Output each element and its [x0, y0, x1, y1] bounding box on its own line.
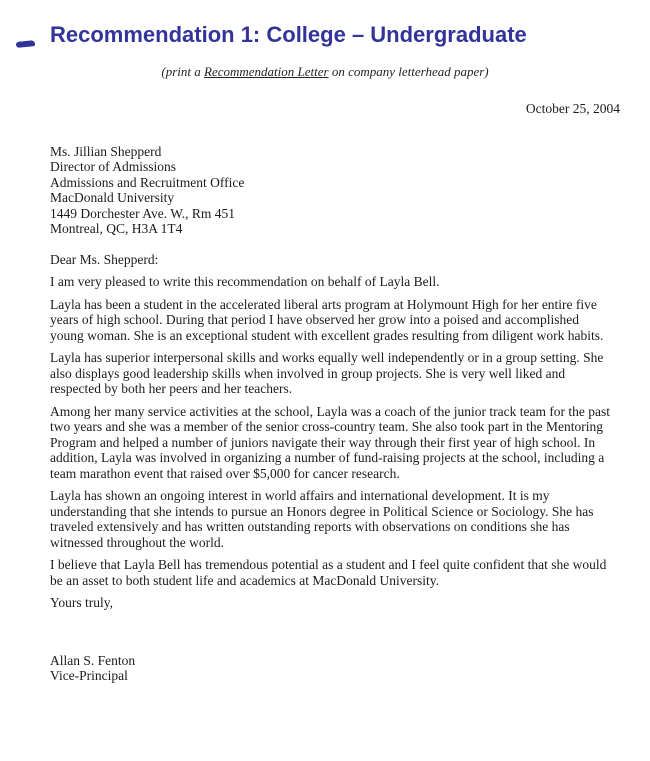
signature-block — [50, 653, 614, 684]
page-title: Recommendation 1: College – Undergraduate — [50, 22, 527, 47]
body-paragraph: Layla has been a student in the accelerated liberal arts program at Holymount High for her entire five years of high school. During that period I have observed her grow into a poised and accomplished young woman. She is an exceptional student with excellent grades resulting from diligent work habits. — [50, 296, 604, 343]
letter-body — [50, 252, 614, 684]
recipient-title: Director of Admissions — [50, 159, 176, 174]
subtitle — [0, 64, 650, 79]
recipient-city-postal: Montreal, QC, H3A 1T4 — [50, 221, 183, 236]
recipient-street-address: 1449 Dorchester Ave. W., Rm 451 — [50, 205, 235, 221]
body-paragraph: Layla has superior interpersonal skills and works equally well independently or in a group setting. She also displays good leadership skills when involved in group projects. She is very well liked and respected by both her peers and her teachers. — [50, 350, 604, 396]
recipient-address-block — [50, 144, 612, 237]
salutation: Dear Ms. Shepperd: — [50, 251, 159, 267]
body-paragraph: I am very pleased to write this recommendation on behalf of Layla Bell. — [50, 274, 440, 289]
signer-name: Allan S. Fenton — [50, 652, 136, 668]
subtitle-prefix: (print a — [161, 64, 204, 79]
valediction: Yours truly, — [50, 595, 114, 610]
signer-title: Vice-Principal — [50, 668, 128, 683]
letter-date: October 25, 2004 — [525, 101, 620, 116]
body-paragraph: I believe that Layla Bell has tremendous potential as a student and I feel quite confident that she would be an asset to both student life and academics at MacDonald University. — [50, 557, 607, 588]
subtitle-suffix: on company letterhead paper) — [328, 64, 489, 79]
recipient-office: Admissions and Recruitment Office — [50, 174, 245, 190]
recipient-institution: MacDonald University — [50, 190, 175, 205]
recipient-name: Ms. Jillian Shepperd — [50, 143, 162, 159]
subtitle-underlined-text: Recommendation Letter — [204, 64, 329, 79]
body-paragraph: Among her many service activities at the school, Layla was a coach of the junior track team for the past two years and she was a member of the senior cross-country team. She also took part in the Mentoring Program and helped a number of juniors navigate their way through their first year of high school. In addition, Layla was involved in organizing a number of fund-raising projects at the school, including a team marathon event that raised over $5,000 for cancer research. — [50, 403, 611, 481]
body-paragraph: Layla has shown an ongoing interest in world affairs and international development. It is my understanding that she intends to pursue an Honors degree in Political Science or Sociology. She has traveled extensively and has written outstanding reports with observations on conditions she has witnessed throughout the world. — [50, 488, 594, 550]
